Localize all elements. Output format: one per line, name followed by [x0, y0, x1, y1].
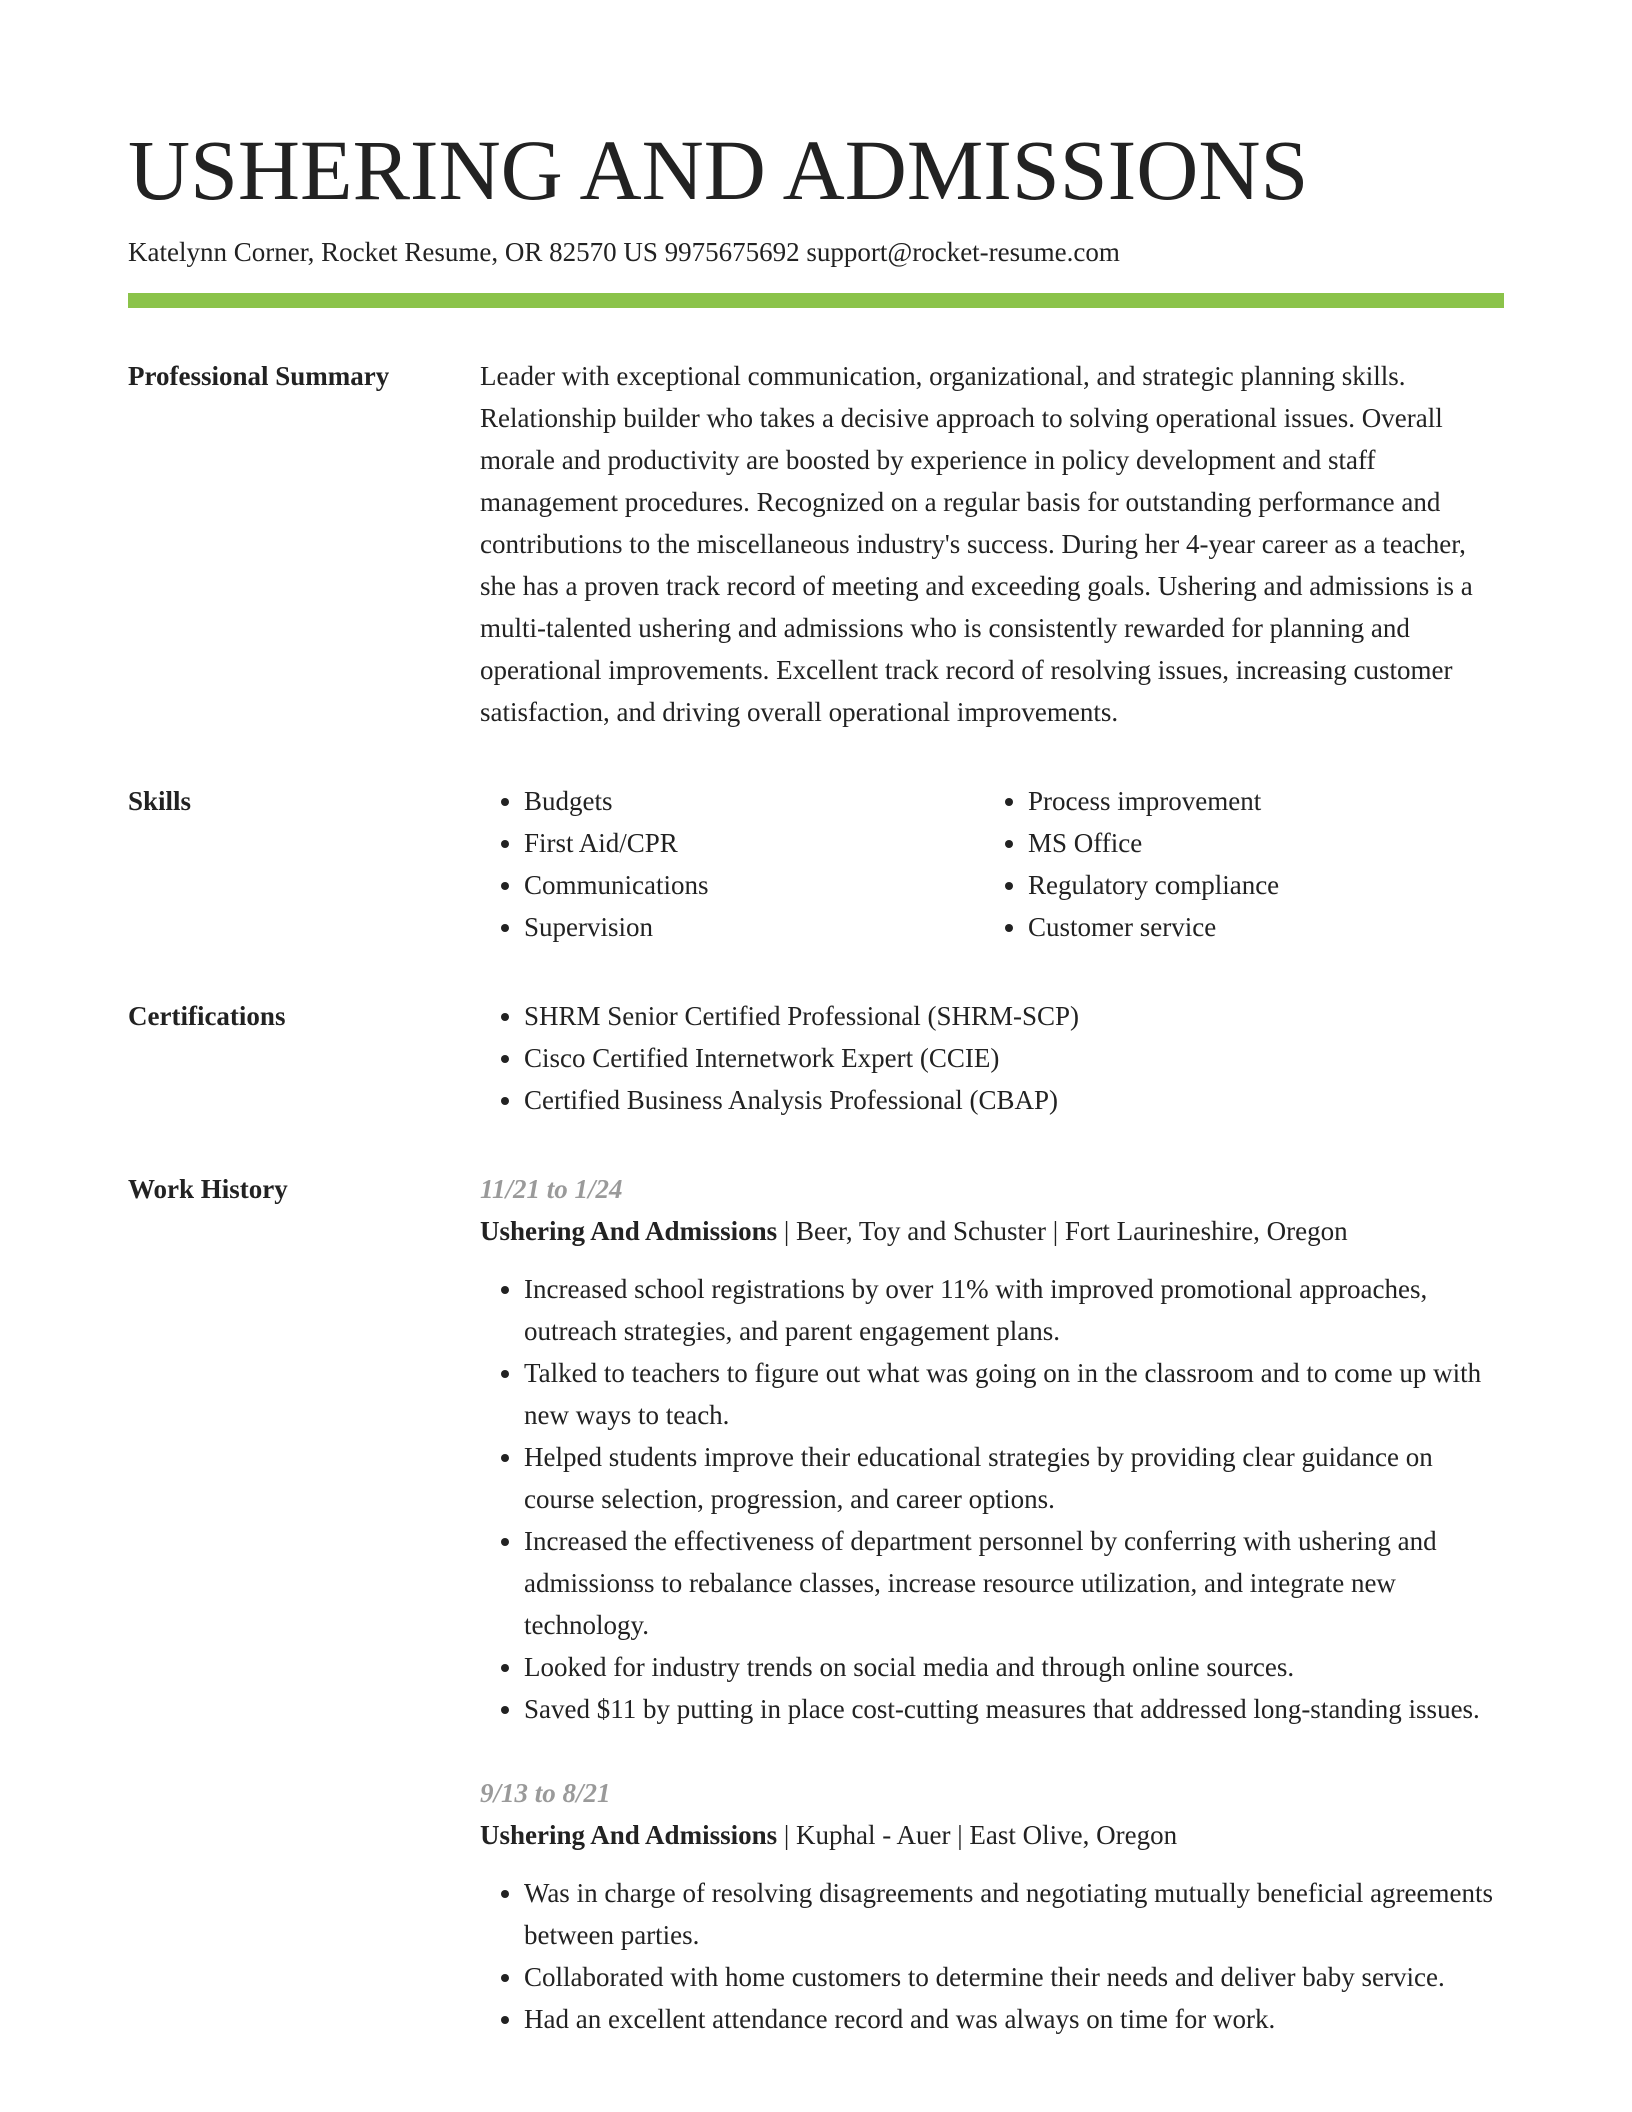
skill-item: • MS Office [1028, 822, 1488, 864]
job-entry [480, 1168, 1504, 1730]
skills-list-left [480, 780, 984, 948]
skill-item: • First Aid/CPR [524, 822, 984, 864]
job-bullet: • Collaborated with home customers to determine their needs and deliver baby service. [524, 1956, 1504, 1998]
skills-column-left [480, 780, 984, 948]
job-dates: 9/13 to 8/21 [480, 1778, 611, 1808]
job-bullet: • Talked to teachers to figure out what was going on in the classroom and to come up with new ways to teach. [524, 1352, 1504, 1436]
resume-page [128, 118, 1504, 2040]
job-details: | Beer, Toy and Schuster | Fort Laurineshire, Oregon [777, 1216, 1348, 1246]
job-heading [480, 1814, 1504, 1856]
job-heading [480, 1210, 1504, 1252]
skill-item: • Customer service [1028, 906, 1488, 948]
certifications-section [128, 995, 1504, 1121]
skills-body [480, 780, 1504, 948]
skills-column-right [984, 780, 1488, 948]
certifications-list [480, 995, 1504, 1121]
job-details: | Kuphal - Auer | East Olive, Oregon [777, 1820, 1178, 1850]
job-title: Ushering And Admissions [480, 1216, 778, 1246]
work-history-section [128, 1168, 1504, 2040]
job-dates: 11/21 to 1/24 [480, 1174, 623, 1204]
skills-section [128, 780, 1504, 948]
resume-title: USHERING AND ADMISSIONS [128, 122, 1309, 218]
section-label-certifications: Certifications [128, 1001, 286, 1031]
job-bullet: • Saved $11 by putting in place cost-cutting measures that addressed long-standing issues. [524, 1688, 1504, 1730]
section-label-skills: Skills [128, 786, 192, 816]
section-label-work-history: Work History [128, 1174, 288, 1204]
summary-text: Leader with exceptional communication, organizational, and strategic planning skills. Relationship builder who takes a decisive approach to solving operational issues. Overall morale and productivity are boosted by experience in policy development and staff management procedures. Recognized on a regular basis for outstanding performance and contributions to the miscellaneous industry's success. During her 4-year career as a teacher, she has a proven track record of meeting and exceeding goals. Ushering and admissions is a multi-talented ushering and admissions who is consistently rewarded for planning and operational improvements. Excellent track record of resolving issues, increasing customer satisfaction, and driving overall operational improvements. [480, 361, 1473, 727]
skill-item: • Communications [524, 864, 984, 906]
job-entry [480, 1772, 1504, 2040]
job-bullet: • Helped students improve their educational strategies by providing clear guidance on course selection, progression, and career options. [524, 1436, 1504, 1520]
certifications-body [480, 995, 1504, 1121]
certification-item: • Cisco Certified Internetwork Expert (CCIE) [524, 1037, 1504, 1079]
job-title: Ushering And Admissions [480, 1820, 778, 1850]
work-history-body [480, 1168, 1504, 2040]
job-bullets [480, 1872, 1504, 2040]
certification-item: • Certified Business Analysis Professional (CBAP) [524, 1079, 1504, 1121]
skill-item: • Supervision [524, 906, 984, 948]
job-bullet: • Was in charge of resolving disagreements and negotiating mutually beneficial agreements between parties. [524, 1872, 1504, 1956]
accent-divider [128, 293, 1504, 308]
contact-line: Katelynn Corner, Rocket Resume, OR 82570 US 9975675692 support@rocket-resume.com [128, 237, 1120, 267]
summary-section [128, 355, 1504, 733]
certification-item: • SHRM Senior Certified Professional (SHRM-SCP) [524, 995, 1504, 1037]
skill-item: • Budgets [524, 780, 984, 822]
job-bullet: • Increased school registrations by over 11% with improved promotional approaches, outreach strategies, and parent engagement plans. [524, 1268, 1504, 1352]
job-bullet: • Had an excellent attendance record and was always on time for work. [524, 1998, 1504, 2040]
job-bullet: • Increased the effectiveness of department personnel by conferring with ushering and admissionss to rebalance classes, increase resource utilization, and integrate new technology. [524, 1520, 1504, 1646]
summary-body [480, 355, 1504, 733]
job-bullets [480, 1268, 1504, 1730]
skill-item: • Process improvement [1028, 780, 1488, 822]
skills-list-right [984, 780, 1488, 948]
section-label-summary: Professional Summary [128, 361, 390, 391]
skill-item: • Regulatory compliance [1028, 864, 1488, 906]
job-bullet: • Looked for industry trends on social media and through online sources. [524, 1646, 1504, 1688]
